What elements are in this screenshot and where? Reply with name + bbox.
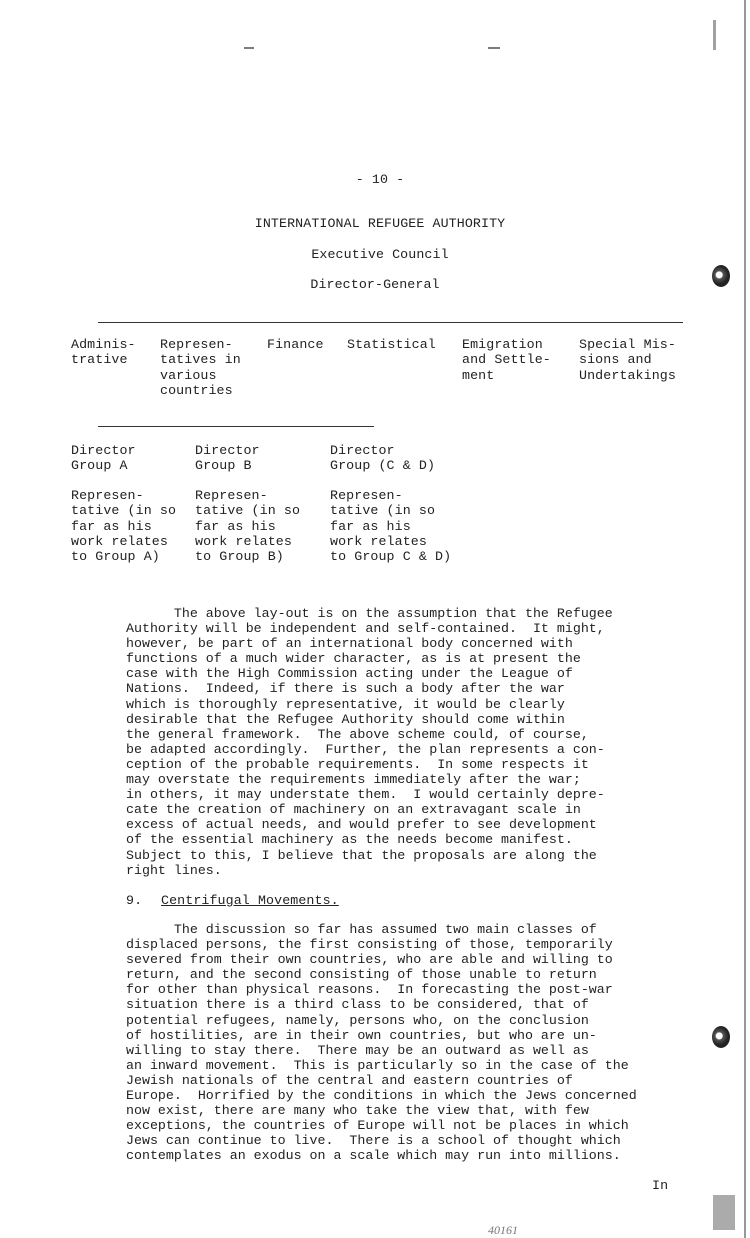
division-finance: Finance [267, 337, 324, 352]
division-special-missions: Special Mis- sions and Undertakings [579, 337, 676, 383]
scan-edge-line [713, 20, 716, 50]
scan-mark [244, 47, 254, 49]
director-group-cd: Director Group (C & D) [330, 443, 436, 474]
paragraph-layout-assumption: The above lay-out is on the assumption that the Refugee Authority will be independent and self-contained. It might, however, be part of an international body concerned with functions of a much wider character, as is at present the case with the High Commission acting under the League of Nations. Indeed, if there is such a body after the war which is thoroughly representative, it would be clearly desirable that the Refugee Authority should come within the general framework. The above scheme could, of course, be adapted accordingly. Further, the plan represents a con- ception of the probable requirements. In some respects it may overstate the requirements immediately after the war; in others, it may understate them. I would certainly depre- cate the creation of machinery on an extravagant scale in excess of actual needs, and would prefer to see development of the essential machinery as the needs become manifest. Subject to this, I believe that the proposals are along the right lines. [126, 606, 613, 878]
divider-line [98, 426, 374, 427]
division-administrative: Adminis- trative [71, 337, 136, 368]
page-number: - 10 - [355, 172, 405, 187]
representative-group-cd: Represen- tative (in so far as his work relates to Group C & D) [330, 488, 452, 565]
representative-group-a: Represen- tative (in so far as his work relates to Group A) [71, 488, 177, 565]
director-group-b: Director Group B [195, 443, 260, 474]
section-title: Centrifugal Movements. [161, 893, 339, 908]
document-title: INTERNATIONAL REFUGEE AUTHORITY [254, 216, 506, 231]
divider-line [98, 322, 683, 323]
section-number: 9. [126, 893, 143, 908]
director-general-label: Director-General [310, 277, 440, 292]
scan-mark [488, 47, 500, 49]
division-representatives: Represen- tatives in various countries [160, 337, 241, 398]
catchword: In [652, 1178, 669, 1193]
executive-council-label: Executive Council [311, 247, 449, 262]
scan-edge-line [713, 1195, 735, 1230]
director-group-a: Director Group A [71, 443, 136, 474]
paragraph-centrifugal-movements: The discussion so far has assumed two main classes of displaced persons, the first consisting of those, temporarily severed from their own countries, who are able and willing to return, and the second consisting of those unable to return for other than physical reasons. In forecasting the post-war situation there is a third class to be considered, that of potential refugees, namely, persons who, on the conclusion of hostilities, are in their own countries, but who are un- willing to stay there. There may be an outward as well as an inward movement. This is particularly so in the case of the Jewish nationals of the central and eastern countries of Europe. Horrified by the conditions in which the Jews concerned now exist, there are many who take the view that, with few exceptions, the countries of Europe will not be places in which Jews can continue to live. There is a school of thought which contemplates an exodus on a scale which may run into millions. [126, 922, 637, 1164]
division-statistical: Statistical [347, 337, 436, 352]
representative-group-b: Represen- tative (in so far as his work relates to Group B) [195, 488, 301, 565]
division-emigration: Emigration and Settle- ment [462, 337, 551, 383]
footer-stamp: 40161 [488, 1223, 518, 1237]
